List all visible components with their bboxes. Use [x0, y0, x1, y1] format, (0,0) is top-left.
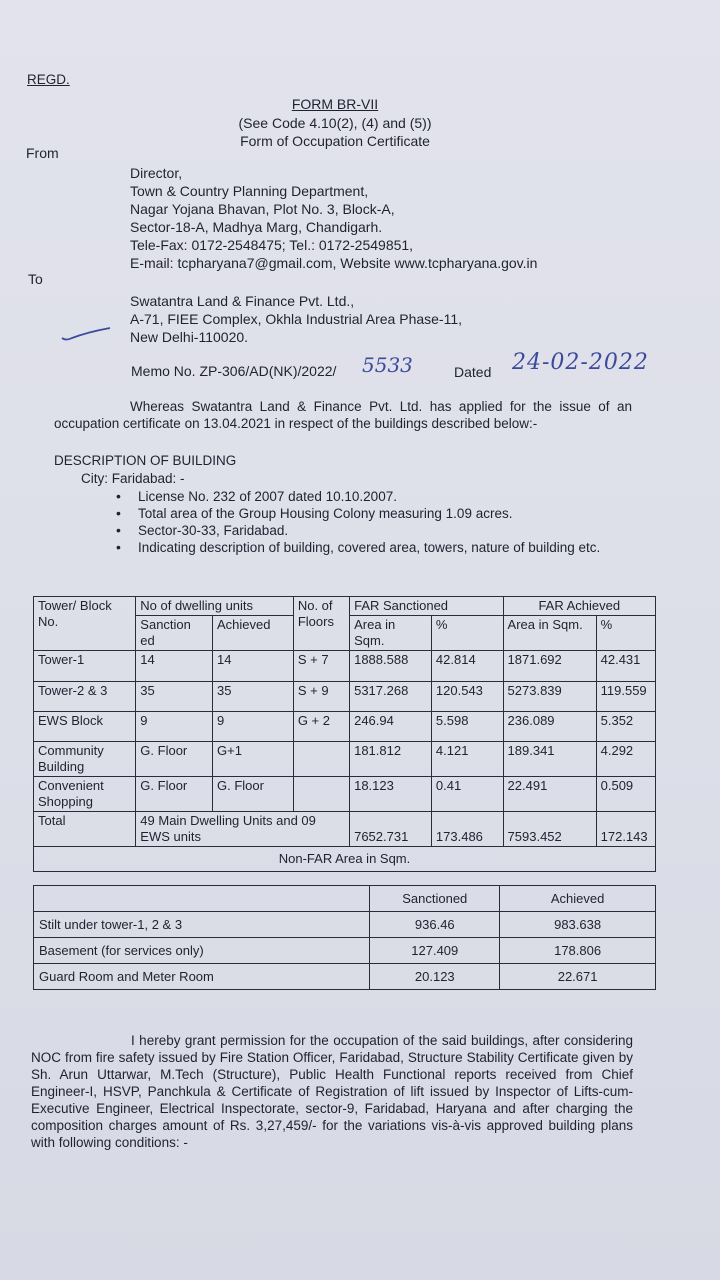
from-line: Director, [130, 165, 183, 181]
dated-label: Dated [454, 364, 492, 380]
nonfar-achieved: 22.671 [500, 964, 656, 990]
to-address [130, 292, 462, 346]
cell-total-label: Total [34, 812, 136, 847]
cell-far-a-pct: 4.292 [596, 742, 655, 777]
from-line: Sector-18-A, Madhya Marg, Chandigarh. [130, 219, 383, 235]
from-line: Nagar Yojana Bhavan, Plot No. 3, Block-A, [130, 201, 395, 217]
table-row [34, 742, 656, 777]
form-code: (See Code 4.10(2), (4) and (5)) [238, 115, 432, 131]
header-floors: No. of Floors [293, 597, 349, 651]
cell-sanctioned: 9 [136, 712, 213, 742]
header-achieved: Achieved [213, 616, 294, 651]
cell-far-a-area: 5273.839 [503, 682, 596, 712]
cell-far-a-area: 22.491 [503, 777, 596, 812]
cell-achieved: 9 [213, 712, 294, 742]
cell-far-s-pct: 0.41 [431, 777, 503, 812]
nonfar-row [34, 912, 656, 938]
cell-floors: S + 7 [293, 651, 349, 682]
cell-far-a-pct: 0.509 [596, 777, 655, 812]
cell-total-far-s-pct: 173.486 [431, 812, 503, 847]
from-line: Tele-Fax: 0172-2548475; Tel.: 0172-2549851, [130, 237, 414, 253]
bullet-item: • Indicating description of building, covered area, towers, nature of building etc. [112, 539, 634, 556]
from-line: Town & Country Planning Department, [130, 183, 369, 199]
cell-achieved: 14 [213, 651, 294, 682]
table-total-row [34, 812, 656, 847]
cell-achieved: 35 [213, 682, 294, 712]
cell-tower: Community Building [34, 742, 136, 777]
cell-total-far-a-pct: 172.143 [596, 812, 655, 847]
cell-far-a-area: 189.341 [503, 742, 596, 777]
dated-handwritten: 24-02-2022 [512, 350, 649, 375]
cell-floors: G + 2 [293, 712, 349, 742]
cell-far-s-area: 246.94 [350, 712, 432, 742]
building-table [33, 596, 656, 872]
header-sanctioned: Sanction ed [136, 616, 213, 651]
nonfar-sanctioned: 127.409 [370, 938, 500, 964]
nonfar-header-achieved: Achieved [500, 886, 656, 912]
description-bullets [112, 488, 634, 556]
memo-number-handwritten: 5533 [362, 353, 413, 377]
table-row [34, 651, 656, 682]
memo-label: Memo No. ZP-306/AD(NK)/2022/ [131, 363, 337, 379]
nonfar-title: Non-FAR Area in Sqm. [34, 847, 656, 872]
nonfar-table [33, 885, 656, 990]
to-line: New Delhi-110020. [130, 329, 249, 345]
cell-sanctioned: G. Floor [136, 777, 213, 812]
cell-far-a-area: 1871.692 [503, 651, 596, 682]
header-pct-sanctioned: % [431, 616, 503, 651]
description-heading: DESCRIPTION OF BUILDING [54, 453, 237, 468]
cell-far-s-area: 181.812 [350, 742, 432, 777]
bullet-item: • License No. 232 of 2007 dated 10.10.2007. [112, 488, 634, 505]
bullet-item: • Total area of the Group Housing Colony measuring 1.09 acres. [112, 505, 634, 522]
table-row [34, 777, 656, 812]
to-line: A-71, FIEE Complex, Okhla Industrial Area Phase-11, [130, 311, 463, 327]
from-line: E-mail: tcpharyana7@gmail.com, Website www.tcpharyana.gov.in [130, 255, 538, 271]
cell-tower: Tower-1 [34, 651, 136, 682]
to-line: Swatantra Land & Finance Pvt. Ltd., [130, 293, 355, 309]
cell-far-s-pct: 42.814 [431, 651, 503, 682]
from-label: From [26, 145, 59, 161]
cell-total-units: 49 Main Dwelling Units and 09 EWS units [136, 812, 350, 847]
cell-far-s-pct: 120.543 [431, 682, 503, 712]
nonfar-header-sanctioned: Sanctioned [370, 886, 500, 912]
cell-total-far-s-area: 7652.731 [350, 812, 432, 847]
nonfar-label: Basement (for services only) [34, 938, 370, 964]
bullet-item: • Sector-30-33, Faridabad. [112, 522, 634, 539]
nonfar-achieved: 983.638 [500, 912, 656, 938]
header-pct-achieved: % [596, 616, 655, 651]
form-title [210, 95, 460, 113]
nonfar-achieved: 178.806 [500, 938, 656, 964]
nonfar-label: Stilt under tower-1, 2 & 3 [34, 912, 370, 938]
cell-far-s-area: 5317.268 [350, 682, 432, 712]
cell-far-a-pct: 119.559 [596, 682, 655, 712]
cell-tower: Convenient Shopping [34, 777, 136, 812]
nonfar-label: Guard Room and Meter Room [34, 964, 370, 990]
cell-far-a-area: 236.089 [503, 712, 596, 742]
cell-floors [293, 777, 349, 812]
cell-far-a-pct: 42.431 [596, 651, 655, 682]
pen-mark-icon [60, 326, 112, 344]
cell-tower: Tower-2 & 3 [34, 682, 136, 712]
cell-floors [293, 742, 349, 777]
cell-far-a-pct: 5.352 [596, 712, 655, 742]
from-address [130, 164, 537, 272]
cell-sanctioned: G. Floor [136, 742, 213, 777]
cell-total-far-a-area: 7593.452 [503, 812, 596, 847]
cell-sanctioned: 14 [136, 651, 213, 682]
nonfar-header-blank [34, 886, 370, 912]
table-row [34, 712, 656, 742]
intro-paragraph: Whereas Swatantra Land & Finance Pvt. Ltd. has applied for the issue of an occupation certificate on 13.04.2021 in respect of the buildings described below:- [54, 399, 632, 431]
form-title-text: FORM BR-VII [291, 96, 379, 112]
header-dwelling-units: No of dwelling units [136, 597, 294, 616]
city-line: City: Faridabad: - [81, 471, 185, 486]
closing-paragraph: I hereby grant permission for the occupation of the said buildings, after considering NOC from fire safety issued by Fire Station Officer, Faridabad, Structure Stability Certificate given by Sh. Arun Uttarwar, M.Tech (Structure), Public Health Functional reports received from Chief Engineer-I, HSVP, Panchkula & Certificate of Registration of lift issued by Inspector of Lifts-cum-Executive Engineer, Electrical Inspectorate, sector-9, Faridabad, Haryana and after charging the composition charges amount of Rs. 3,27,459/- for the variations vis-à-vis approved building plans with following conditions: - [31, 1033, 633, 1150]
cell-far-s-pct: 4.121 [431, 742, 503, 777]
cell-tower: EWS Block [34, 712, 136, 742]
cell-far-s-area: 1888.588 [350, 651, 432, 682]
cell-far-s-area: 18.123 [350, 777, 432, 812]
regd-label: REGD. [27, 72, 70, 87]
nonfar-row [34, 964, 656, 990]
nonfar-sanctioned: 20.123 [370, 964, 500, 990]
cell-floors: S + 9 [293, 682, 349, 712]
form-subtitle: Form of Occupation Certificate [240, 133, 430, 149]
nonfar-sanctioned: 936.46 [370, 912, 500, 938]
cell-sanctioned: 35 [136, 682, 213, 712]
header-area-achieved: Area in Sqm. [503, 616, 596, 651]
cell-achieved: G. Floor [213, 777, 294, 812]
to-label: To [28, 271, 43, 287]
table-row [34, 682, 656, 712]
header-tower: Tower/ Block No. [34, 597, 136, 651]
cell-achieved: G+1 [213, 742, 294, 777]
header-far-sanctioned: FAR Sanctioned [350, 597, 503, 616]
nonfar-row [34, 938, 656, 964]
header-area-sanctioned: Area in Sqm. [350, 616, 432, 651]
header-far-achieved: FAR Achieved [503, 597, 655, 616]
cell-far-s-pct: 5.598 [431, 712, 503, 742]
